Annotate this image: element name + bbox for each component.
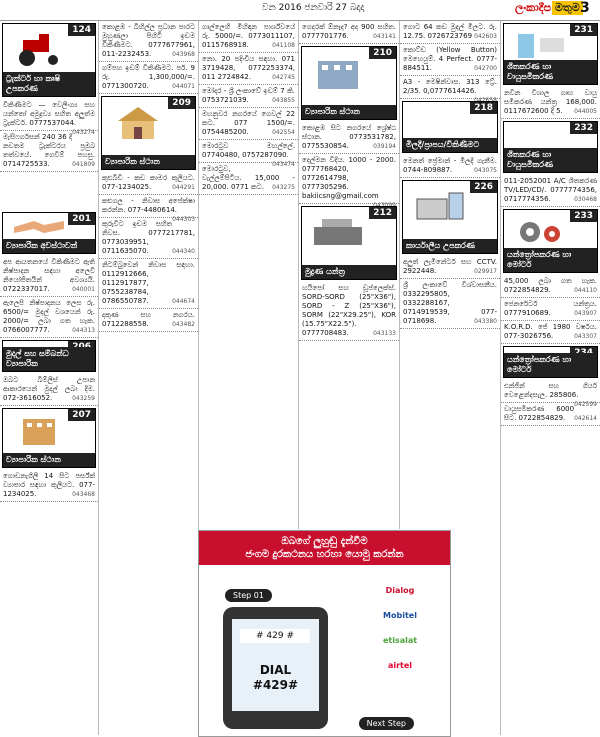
classified-ad: ගාල්ලෙහි මිහිඳාන පාර්ශ්වයේ රු. 5000/=. 0773011107, 0115768918. 041108 [199,21,298,53]
column-1 [0,21,99,735]
classified-ad: අලුත් ලැමිනේටර් සහ CCTV. 2922448. 029917 [400,256,500,279]
category-header-212: 212 මුද්‍රණ යන්ත්‍ර [301,206,397,280]
classified-ad: ඇලෙපි නිෂ්පාදනය ලෙස රු. 6500/= මුදල් වශයෙන් රු. 2000/= ලබා ගත හැක. 0766007777. 044313 [0,297,98,338]
column-5 [400,21,501,735]
classified-ad: ශ්‍රී ලංකාවේ විශ්වාසනීය. 0332295805, 0332288167, 0714919539, 077-0718698. 043380 [400,279,500,329]
classified-ad: මොරටුව මහල්ලේ. 07740480, 0757287090. 043474 [199,140,298,163]
section-logo: මතුම [552,1,583,15]
category-header-201: 201 ව්‍යාපාරික අවස්ථාවන් [2,212,96,254]
etisalat-logo: etisalat [382,636,418,645]
office-equipment-icon [409,189,469,225]
category-header-207: 207 ව්‍යාපාරික ස්ථාන [2,408,96,468]
phone-icon [223,607,328,729]
classified-ad: ගම්පහ ඉඩම් විකිණීමට. පර්. 9 රු. 1,300,000/=. 0771300720. 044071 [99,62,198,94]
category-header-124: 124 ට්‍රැක්ටර් හා කෘෂි උපකරණ [2,23,96,97]
building-icon [9,417,69,445]
airtel-logo: airtel [387,661,413,670]
printing-machine-icon [308,215,368,251]
advert-headline: ඔබගේ ලුහුඬු දැන්වීම ජංගම දුරකථනය හරහා යොමු කරන්න [199,531,450,565]
masthead [0,0,600,21]
classified-ad: දෙල්මන වීදිය. 1000 - 2000. 0777768420, 0772614798, 0777305296. bakiicsng@gmail.com [299,154,399,204]
handshake-icon [9,215,69,235]
classified-ad: එන්ජින් සහ ගියර් වෙළෙන්දසැල. 285806. 042599 [501,380,600,403]
newspaper-logo: ලංකාදීප [515,1,552,14]
classified-ad: කුළුබිඩී - කඩ කාමර කුලියට. 077-1234025. 044291 [99,172,198,195]
column-4 [299,21,400,529]
category-header-218: 218 මිලදී/ප්‍රාපය/විකිණීමට [402,101,498,153]
classified-ad: මොරටුව, වැල්ලම්පිටිය. 15,000 - 20,000. 0771 කට. 043275 [199,163,298,195]
tractor-icon [9,32,69,68]
classified-ad: වායුසමීකරණ 6000 සිට. 0722854829. 042614 [501,403,600,426]
classified-ad: කුරුවිට ඉඩම සහිත නිවස. 0777217781, 0773039951, 0711635070. 044340 [99,218,198,259]
office-building-icon [308,55,368,91]
classified-ad: A3 - මෙෂින්වාස. 313 ට්‍රේ. 2/35. 0,0777614426. [400,76,500,99]
classified-ad: විකිණීමට — වෙලිංග්‍ය සහ යන්තෝ අමුද්‍රව්‍ය සහිත අලුත්ම ට්‍රැක්ටර්. 0777537044. 043274 [0,99,98,131]
classified-ad: K.O.R.D. ජේ 1980 වර්ෂය. 077-3026756. 043307 [501,321,600,344]
classified-ad: ඔබට බිම්ලිස් උපාන ආකාරයෙන් මුදල් ලබා දීම. 072-3616052. 043259 [0,374,98,406]
classified-ad: කොට්ඩ (Yellow Button) මෙහෙයුම්. 4 Perfect. 0777-884511. 042700 [400,44,500,76]
category-header-232: 232 ශීතකරණ හා වායුසමීකරණ [503,121,598,173]
screen-code: # 429 # [240,629,310,643]
column-2 [99,21,199,735]
gears-icon [510,218,570,246]
classified-ad: මැසිෆර්ගසන් 240 36 දී නවතම ට්‍රැක්ටරය ප්‍රමුඛ තත්වයේ. ගෙවීම් පහසු. 0714725533. 041809 [0,131,98,172]
category-header-234: යන්ත්‍රෝපකරණ හා මෝටර් [503,346,598,378]
mobitel-logo: Mobitel [383,611,417,620]
category-header-226: 226 කාර්යාලීය උපකරණ [402,180,498,254]
category-header-231: 231 ශීතකරණ හා වායුසමීකරණ [503,23,598,85]
refrigerator-icon [510,32,570,58]
category-header-209: 209 ව්‍යාපාරික ස්ථාන [101,96,196,170]
phone-screen [232,619,319,711]
classified-ad: 45,000 ලබා ගත හැක. 0722854829. 044110 [501,275,600,298]
dialog-logo: Dialog [385,586,415,595]
house-icon [108,105,168,141]
category-header-210: 210 ව්‍යාපාරික ස්ථාන [301,46,397,120]
classified-ad: කොළඹ - බිහිල්ල ප්‍රධාන පාරට මුහුණලා පිහිටි ඉඩම විකිණීමට. 0777677961, 011-2232453. 043968 [99,21,198,62]
category-header-233: 233 යන්ත්‍රෝපකරණ හා මෝටර් [503,209,598,273]
classified-ad: කොළඹ සිට නගරයේ ශ්‍රේෂ්ඨ ස්ථාන. 0773531782, 0775530854. 039194 [299,122,399,154]
classified-ad: හයිපෝ සහ ඩූප්ලෙක්ස්. SORD-SORD (25"X36"), SORD - Z (25"X36"), SORM (22"X29.25"), KOR (15.75"X22.5"). 0777708483. 043133 [299,282,399,341]
next-step-label: Next Step [359,717,414,730]
column-3 [199,21,299,529]
classified-ad: ගෙදරක් ඕනෑද? අද 900 සහිත. 0777701776. 043141 [299,21,399,44]
classified-ad: 011-2052001 A/C ශීතකරණ TV/LED/CD/. 0777774356, 0717774356. 030468 [501,175,600,207]
classified-ad: අප ආයතනයේ විකිණීමට ඇති නිෂ්පාදන සඳහා අලෙවි නියෝජිතයින් අවශ්‍යයි. 0722337017. 040001 [0,256,98,297]
issue-date: වන 2016 ජනවාරි 27 බදාදා [262,3,365,13]
classified-ad: මෝදර - ශ්‍රී ලංකාවේ ඉඩම් 7 කි. 0753721039. 043855 [199,85,298,108]
classified-ad: දකුණ සහ නගරය. 0712288558. 043482 [99,309,198,332]
classified-ad: මෙනත් ප්‍රේමාන් - මිලදී ගැනීම. 0744-809887. 043075 [400,155,500,178]
classified-ad: ගොට 64 කඩ මුදල් මිලට. රු. 12.75. 0726723769 042603 [400,21,500,44]
classified-ad: ගොඩනැගිලි 14 සිට පර්ස්ක් ව්‍යාපාර සඳහා කුලියට. 077-1234025. 043468 [0,470,98,502]
classified-ad: නවීන විශාල ගෘහ වායු සමීකරණ යන්ත්‍ර 168,000. 0117672600 දී 5. 044005 [501,87,600,119]
classified-ad: නිටම්බුවෙන් නිවාස සඳහා. 0112912666, 0112917877, 0755238784, 0786550787. 044674 [99,259,198,309]
classified-ad: නො. 20 පදිංචිය සඳහා. 071 3719428, 0772253374, 011 2724842. 042745 [199,53,298,85]
dial-text: DIAL #429# [252,663,299,692]
page-number: 3 [580,0,590,16]
classified-ad: මහනුවර නගරයේ ගෙවල් 22 කට. 077 1500/=. 0754485200. 042554 [199,108,298,140]
classified-ad: ජෙනරේටර් යන්ත්‍රය. 0777910689. 043907 [501,298,600,321]
category-header-206: මුදල් සහ සම්බන්ධ ව්‍යාපාරික [2,340,96,372]
column-6 [501,21,600,735]
classified-ad: කළුගල - නිවාස අපේක්ෂා කරන්න. 077-4480614. 044303 [99,195,198,218]
step-label: Step 01 [225,589,272,602]
